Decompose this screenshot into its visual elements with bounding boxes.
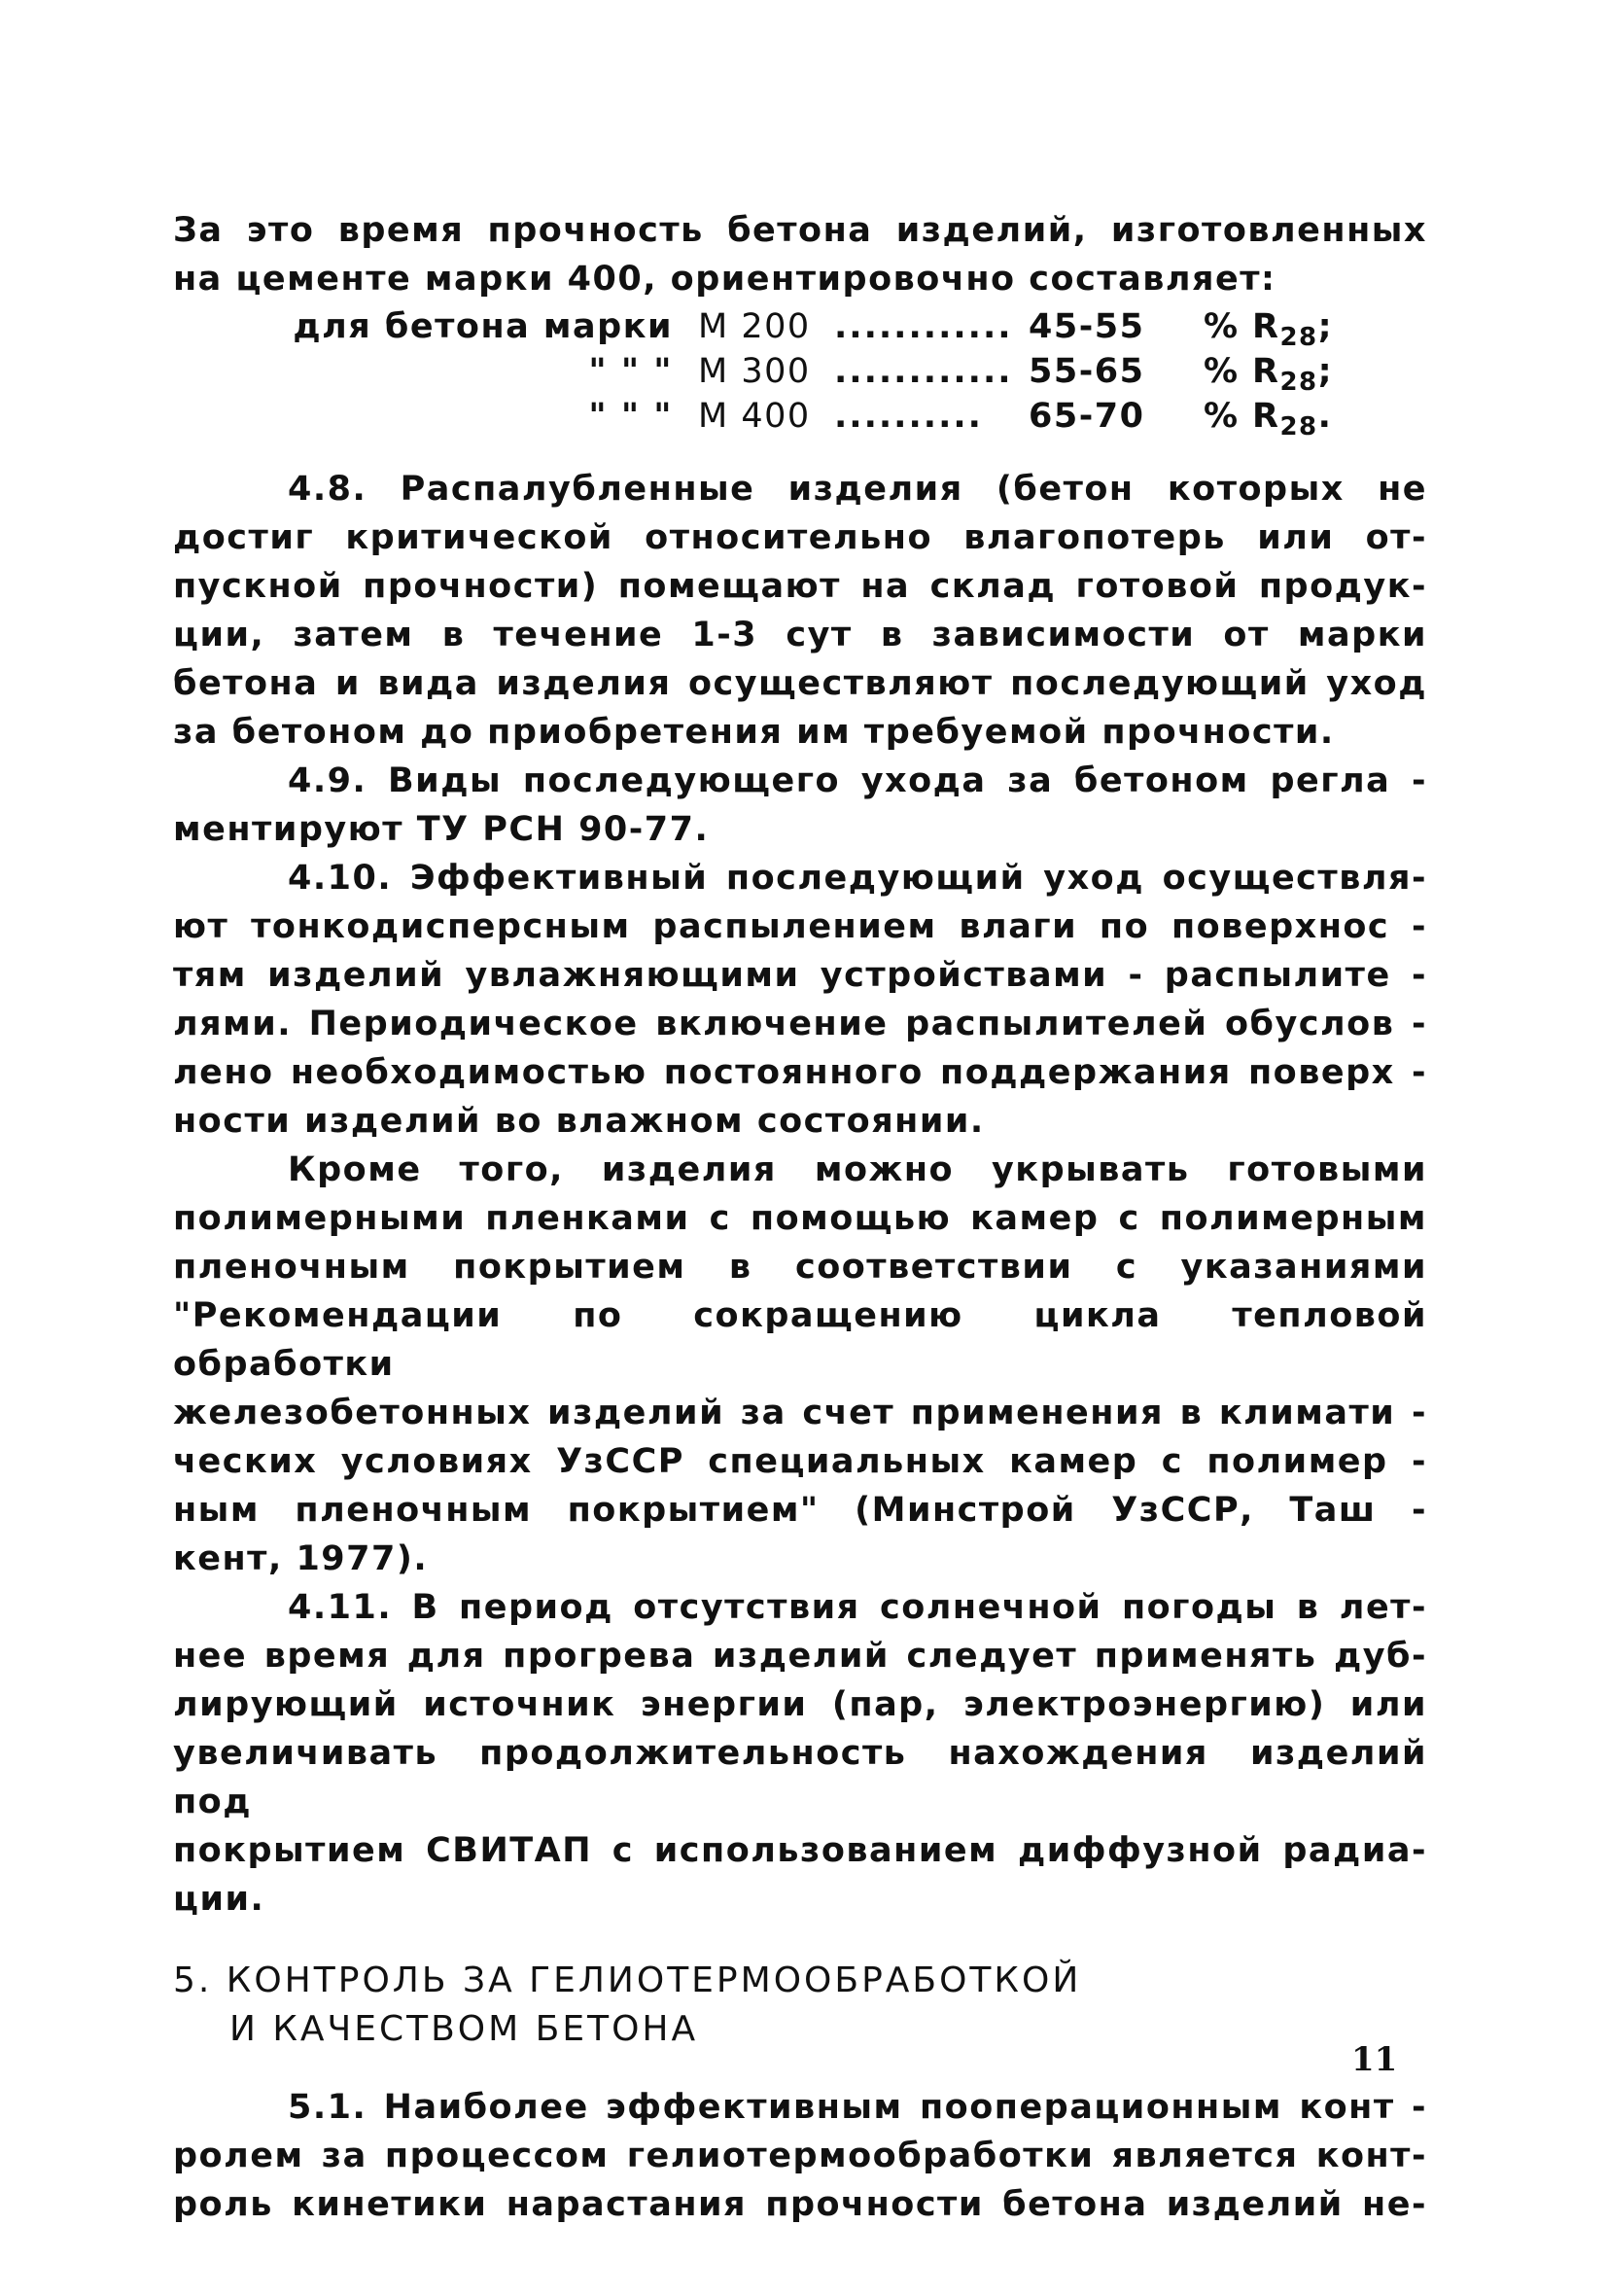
grade-value: М 300 bbox=[698, 352, 811, 391]
text-line: на цементе марки 400, ориентировочно составляет: bbox=[173, 260, 1276, 299]
text-line: тям изделий увлажняющими устройствами - распылите - bbox=[173, 956, 1427, 995]
percent-sign: % bbox=[1204, 352, 1240, 391]
text-line: 4.11. В период отсутствия солнечной погоды в лет- bbox=[288, 1588, 1427, 1627]
text-line: достиг критической относительно влагопотерь или от- bbox=[173, 518, 1427, 557]
strength-symbol: $R_{28}$; bbox=[1252, 307, 1334, 352]
text-line: роль кинетики нарастания прочности бетона изделий не- bbox=[173, 2185, 1427, 2224]
strength-range: 65-70 bbox=[1029, 397, 1145, 436]
grade-list bbox=[173, 307, 1427, 442]
text-line: ности изделий во влажном состоянии. bbox=[173, 1102, 985, 1141]
paragraph-4-9 bbox=[173, 757, 1427, 854]
strength-range: 55-65 bbox=[1029, 352, 1145, 391]
text-line: полимерными пленками с помощью камер с полимерным bbox=[173, 1199, 1427, 1238]
text-line: пленочным покрытием в соответствии с указаниями bbox=[173, 1248, 1427, 1287]
text-line: лями. Периодическое включение распылителей обуслов - bbox=[173, 1005, 1427, 1043]
leader-dots: ............ bbox=[834, 307, 1013, 346]
document-page bbox=[173, 206, 1427, 2229]
text-line: "Рекомендации по сокращению цикла тепловой обработки bbox=[173, 1296, 1427, 1384]
grade-label: для бетона марки bbox=[293, 307, 673, 346]
section-heading-line: И КАЧЕСТВОМ БЕТОНА bbox=[229, 2009, 699, 2049]
text-line: ным пленочным покрытием" (Минстрой УзССР, Таш - bbox=[173, 1491, 1427, 1530]
grade-value: М 200 bbox=[698, 307, 811, 346]
text-line: ролем за процессом гелиотермообработки является конт- bbox=[173, 2137, 1427, 2175]
text-line: ческих условиях УзССР специальных камер с полимер - bbox=[173, 1442, 1427, 1481]
text-line: за бетоном до приобретения им требуемой прочности. bbox=[173, 713, 1335, 752]
text-line: Кроме того, изделия можно укрывать готовыми bbox=[288, 1150, 1427, 1189]
text-line: 4.9. Виды последующего ухода за бетоном регла - bbox=[288, 761, 1427, 800]
grade-value: М 400 bbox=[698, 397, 811, 436]
ditto-mark: " " " bbox=[588, 352, 673, 391]
percent-sign: % bbox=[1204, 397, 1240, 436]
text-line: бетона и вида изделия осуществляют последующий уход bbox=[173, 664, 1427, 703]
text-line: покрытием СВИТАП с использованием диффузной радиа- bbox=[173, 1831, 1427, 1870]
text-line: кент, 1977). bbox=[173, 1539, 429, 1578]
strength-symbol: $R_{28}$. bbox=[1252, 397, 1333, 442]
text-line: пускной прочности) помещают на склад готовой продук- bbox=[173, 567, 1427, 606]
strength-symbol: $R_{28}$; bbox=[1252, 352, 1334, 397]
text-line: 4.10. Эффективный последующий уход осуществля- bbox=[288, 859, 1427, 898]
paragraph-4-10 bbox=[173, 854, 1427, 1146]
paragraph-4-11 bbox=[173, 1583, 1427, 1924]
paragraph-5-1 bbox=[173, 2083, 1427, 2229]
intro-paragraph bbox=[173, 206, 1427, 303]
text-line: ции. bbox=[173, 1880, 265, 1919]
grade-row bbox=[173, 352, 1427, 397]
text-line: увеличивать продолжительность нахождения изделий под bbox=[173, 1734, 1427, 1821]
grade-row bbox=[173, 307, 1427, 352]
text-line: ментируют ТУ РСН 90-77. bbox=[173, 810, 710, 849]
text-line: железобетонных изделий за счет применения в климати - bbox=[173, 1394, 1427, 1432]
grade-row bbox=[173, 397, 1427, 442]
section-heading-line: 5. КОНТРОЛЬ ЗА ГЕЛИОТЕРМООБРАБОТКОЙ bbox=[173, 1960, 1082, 2000]
page-number: 11 bbox=[1351, 2040, 1398, 2079]
section-heading bbox=[173, 1957, 1427, 2054]
text-line: 4.8. Распалубленные изделия (бетон которых не bbox=[288, 470, 1427, 509]
text-line: ют тонкодисперсным распылением влаги по поверхнос - bbox=[173, 907, 1427, 946]
text-line: За это время прочность бетона изделий, изготовленных bbox=[173, 211, 1427, 250]
text-line: 5.1. Наиболее эффективным пооперационным конт - bbox=[288, 2088, 1427, 2127]
text-line: нее время для прогрева изделий следует применять дуб- bbox=[173, 1637, 1427, 1676]
percent-sign: % bbox=[1204, 307, 1240, 346]
leader-dots: .......... bbox=[834, 397, 983, 436]
text-line: лирующий источник энергии (пар, электроэнергию) или bbox=[173, 1685, 1427, 1724]
leader-dots: ............ bbox=[834, 352, 1013, 391]
paragraph-krome bbox=[173, 1146, 1427, 1583]
text-line: ции, затем в течение 1-3 сут в зависимости от марки bbox=[173, 616, 1427, 654]
text-line: лено необходимостью постоянного поддержания поверх - bbox=[173, 1053, 1427, 1092]
strength-range: 45-55 bbox=[1029, 307, 1145, 346]
paragraph-4-8 bbox=[173, 465, 1427, 757]
ditto-mark: " " " bbox=[588, 397, 673, 436]
